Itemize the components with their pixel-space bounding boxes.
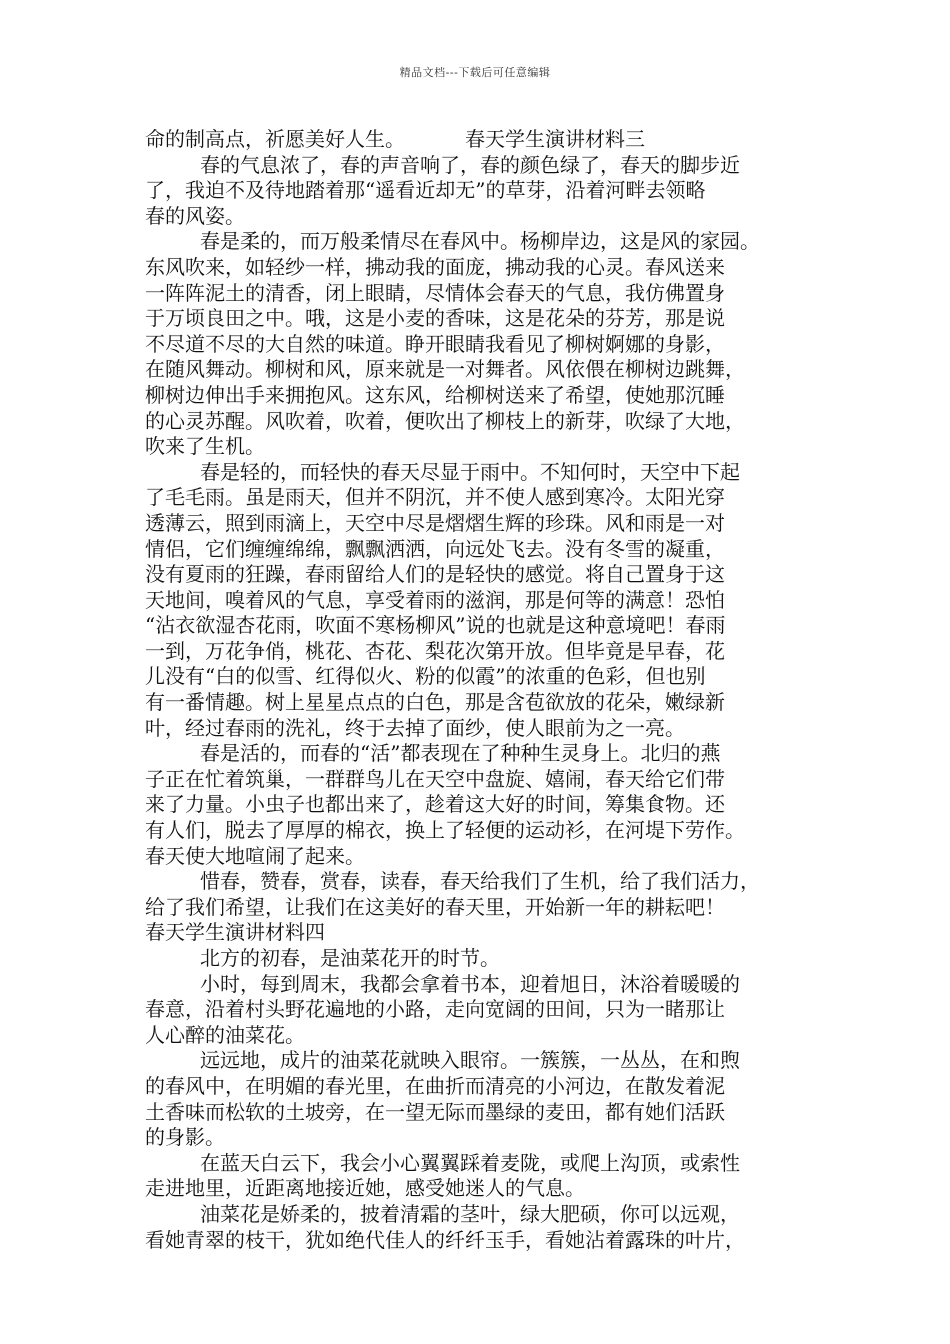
line-text: 春的风姿。	[145, 203, 245, 228]
line-text: 看她青翠的枝干，犹如绝代佳人的纤纤玉手，看她沾着露珠的叶片，	[145, 1227, 745, 1252]
text-line	[145, 869, 817, 895]
text-line	[145, 639, 817, 665]
text-line	[145, 1100, 817, 1126]
line-text: 天地间，嗅着风的气息，享受着雨的滋润，那是何等的满意！恐怕	[145, 587, 725, 612]
line-text: 小时，每到周末，我都会拿着书本，迎着旭日，沐浴着暖暖的	[200, 971, 740, 996]
text-line	[145, 178, 817, 204]
line-text: 走进地里，近距离地接近她，感受她迷人的气息。	[145, 1176, 585, 1201]
line-text: 春意，沿着村头野花遍地的小路，走向宽阔的田间，只为一睹那让	[145, 997, 725, 1022]
text-line	[145, 664, 817, 690]
text-line	[145, 383, 817, 409]
text-line	[145, 1074, 817, 1100]
text-line	[145, 511, 817, 537]
text-line	[145, 997, 817, 1023]
line-text: 了毛毛雨。虽是雨天，但并不阴沉，并不使人感到寒冷。太阳光穿	[145, 485, 725, 510]
text-line	[145, 485, 817, 511]
line-text: 情侣，它们缠缠绵绵，飘飘洒洒，向远处飞去。没有冬雪的凝重，	[145, 536, 725, 561]
text-line	[145, 1228, 817, 1254]
text-line	[145, 716, 817, 742]
text-line	[145, 434, 817, 460]
text-line	[145, 229, 817, 255]
line-text: 的心灵苏醒。风吹着，吹着，便吹出了柳枝上的新芽，吹绿了大地，	[145, 408, 745, 433]
text-line	[145, 153, 817, 179]
line-text: 有人们，脱去了厚厚的棉衣，换上了轻便的运动衫，在河堤下劳作。	[145, 818, 745, 843]
line-text: 叶，经过春雨的洗礼，终于去掉了面纱，使人眼前为之一亮。	[145, 715, 685, 740]
text-line	[145, 332, 817, 358]
text-line	[145, 1125, 817, 1151]
line-text: 春的气息浓了，春的声音响了，春的颜色绿了，春天的脚步近	[200, 152, 740, 177]
text-line	[145, 1176, 817, 1202]
line-text: 春是活的，而春的“活”都表现在了种种生灵身上。北归的燕	[200, 741, 721, 766]
line-text: 土香味而松软的土坡旁，在一望无际而墨绿的麦田，都有她们活跃	[145, 1099, 725, 1124]
text-line	[145, 946, 817, 972]
text-line	[145, 588, 817, 614]
line-text: 春天使大地喧闹了起来。	[145, 843, 365, 868]
line-text: 透薄云，照到雨滴上，天空中尽是熠熠生辉的珍珠。风和雨是一对	[145, 510, 725, 535]
line-text: 子正在忙着筑巢，一群群鸟儿在天空中盘旋、嬉闹，春天给它们带	[145, 766, 725, 791]
text-line	[145, 1048, 817, 1074]
line-text: 惜春，赞春，赏春，读春，春天给我们了生机，给了我们活力，	[200, 869, 760, 894]
line-text: 命的制高点，祈愿美好人生。	[145, 127, 405, 151]
page-header: 精品文档---下载后可任意编辑	[399, 66, 551, 79]
text-line	[145, 690, 817, 716]
text-line	[145, 844, 817, 870]
line-text: 不尽道不尽的大自然的味道。睁开眼睛我看见了柳树婀娜的身影，	[145, 331, 725, 356]
section-title: 春天学生演讲材料三	[465, 127, 645, 151]
line-text: 油菜花是娇柔的，披着清霜的茎叶，绿大肥硕，你可以远观，	[200, 1201, 740, 1226]
text-line	[145, 1151, 817, 1177]
line-text: 在蓝天白云下，我会小心翼翼踩着麦陇，或爬上沟顶，或索性	[200, 1150, 740, 1175]
text-line	[145, 127, 817, 153]
line-text: 一到，万花争俏，桃花、杏花、梨花次第开放。但毕竟是早春，花	[145, 638, 725, 663]
text-line	[145, 972, 817, 998]
text-line	[145, 357, 817, 383]
line-text: 来了力量。小虫子也都出来了，趁着这大好的时间，筹集食物。还	[145, 792, 725, 817]
text-line	[145, 255, 817, 281]
line-text: 在随风舞动。柳树和风，原来就是一对舞者。风依偎在柳树边跳舞，	[145, 357, 745, 382]
text-line	[145, 613, 817, 639]
line-text: 于万顷良田之中。哦，这是小麦的香味，这是花朵的芬芳，那是说	[145, 306, 725, 331]
text-line	[145, 1202, 817, 1228]
text-line	[145, 306, 817, 332]
line-text: 儿没有“白的似雪、红得似火、粉的似霞”的浓重的色彩，但也别	[145, 664, 706, 689]
line-text: 一阵阵泥土的清香，闭上眼睛，尽情体会春天的气息，我仿佛置身	[145, 280, 725, 305]
text-line	[145, 895, 817, 921]
text-line	[145, 792, 817, 818]
line-text: 的春风中，在明媚的春光里，在曲折而清亮的小河边，在散发着泥	[145, 1073, 725, 1098]
line-text: 柳树边伸出手来拥抱风。这东风，给柳树送来了希望，使她那沉睡	[145, 382, 725, 407]
line-text: 的身影。	[145, 1125, 225, 1150]
line-text: 春天学生演讲材料四	[145, 920, 325, 945]
text-line	[145, 281, 817, 307]
line-text: 远远地，成片的油菜花就映入眼帘。一簇簇，一丛丛，在和煦	[200, 1048, 740, 1073]
line-text: “沾衣欲湿杏花雨，吹面不寒杨柳风”说的也就是这种意境吧！春雨	[145, 613, 726, 638]
line-text: 春是轻的，而轻快的春天尽显于雨中。不知何时，天空中下起	[200, 459, 740, 484]
line-text: 没有夏雨的狂躁，春雨留给人们的是轻快的感觉。将自己置身于这	[145, 562, 725, 587]
text-line	[145, 409, 817, 435]
text-line	[145, 204, 817, 230]
text-line	[145, 767, 817, 793]
text-line	[145, 920, 817, 946]
line-text: 吹来了生机。	[145, 434, 265, 459]
text-line	[145, 741, 817, 767]
line-text: 春是柔的，而万般柔情尽在春风中。杨柳岸边，这是风的家园。	[200, 229, 760, 254]
line-text: 了，我迫不及待地踏着那“遥看近却无”的草芽，沿着河畔去领略	[145, 178, 706, 203]
text-line	[145, 460, 817, 486]
text-line	[145, 1023, 817, 1049]
text-line	[145, 818, 817, 844]
line-text: 东风吹来，如轻纱一样，拂动我的面庞，拂动我的心灵。春风送来	[145, 254, 725, 279]
line-text: 人心醉的油菜花。	[145, 1022, 305, 1047]
line-text: 给了我们希望，让我们在这美好的春天里，开始新一年的耕耘吧！	[145, 894, 725, 919]
line-text: 北方的初春，是油菜花开的时节。	[200, 946, 500, 970]
line-text: 有一番情趣。树上星星点点的白色，那是含苞欲放的花朵，嫩绿新	[145, 690, 725, 715]
document-body	[145, 127, 817, 1253]
text-line	[145, 562, 817, 588]
text-line	[145, 537, 817, 563]
